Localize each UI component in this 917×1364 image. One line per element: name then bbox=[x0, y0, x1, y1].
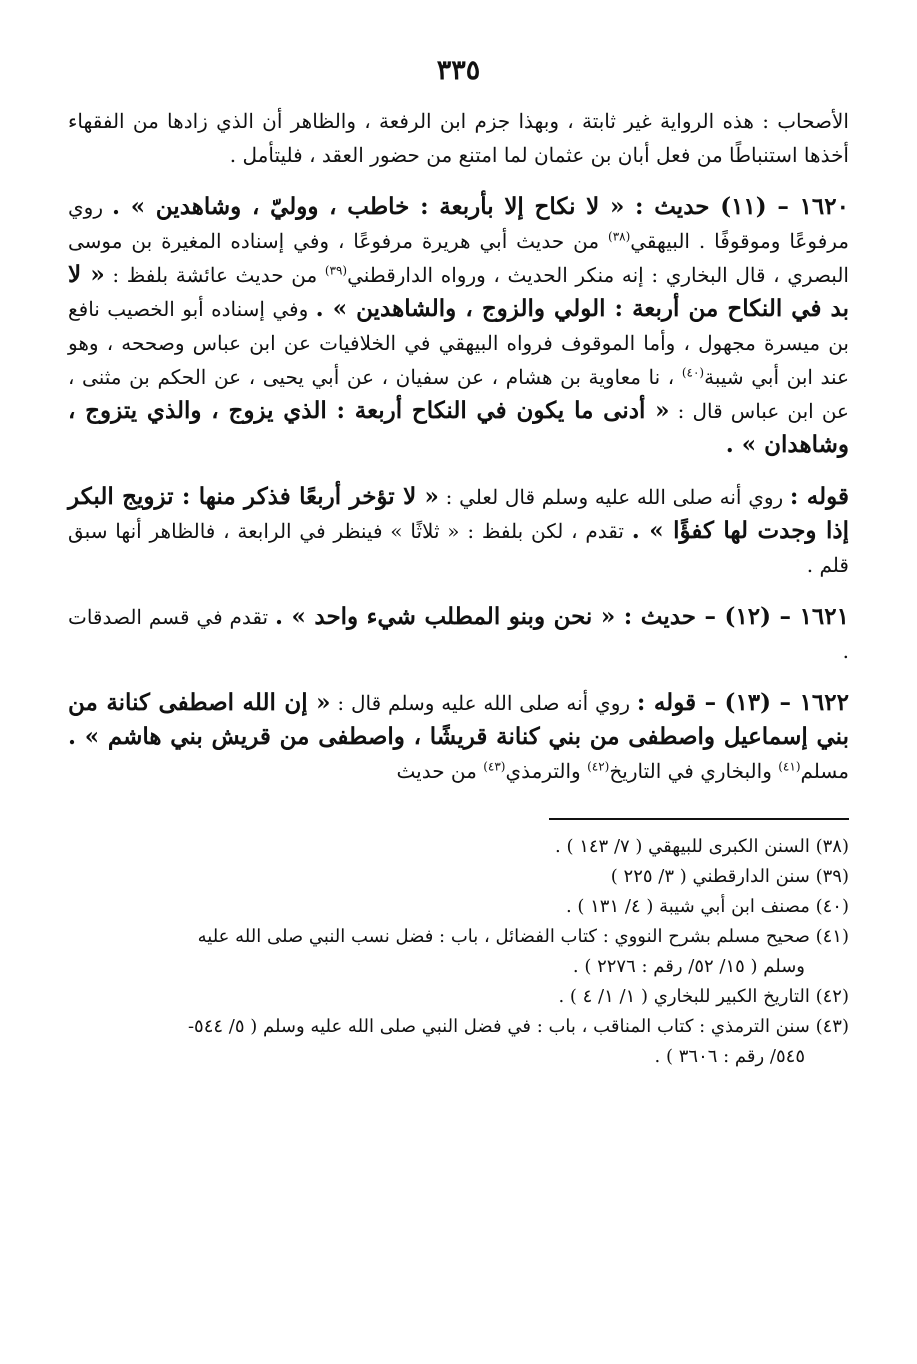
footnote-ref: (٤٠) bbox=[681, 365, 705, 380]
hadith-quote: « أدنى ما يكون في النكاح أربعة : الذي يزوج ، والذي يتزوج ، وشاهدان » . bbox=[68, 397, 849, 458]
footnote-43: (٤٣) سنن الترمذي : كتاب المناقب ، باب : في فضل النبي صلى الله عليه وسلم ( ٥/ ٥٤٤- bbox=[187, 1016, 849, 1037]
footnote-ref: (٤٣) bbox=[483, 759, 506, 774]
footnote-39: (٣٩) سنن الدارقطني ( ٣/ ٢٢٥ ) bbox=[610, 866, 849, 887]
paragraph-hadith-1621 bbox=[68, 600, 849, 668]
footnote-ref: (٤١) bbox=[778, 759, 801, 774]
paragraph-text: ، نا معاوية بن هشام ، عن سفيان ، عن أبي يحيى ، عن الحكم بن مثنى ، عن ابن عباس قال : bbox=[68, 365, 849, 423]
hadith-heading: ١٦٢٠ – (١١) حديث : « لا نكاح إلا بأربعة : خاطب ، ووليّ ، وشاهدين » . bbox=[112, 193, 849, 220]
paragraph-text: الأصحاب : هذه الرواية غير ثابتة ، وبهذا جزم ابن الرفعة ، والظاهر أن الذي زادها من الفقهاء أخذها استنباطًا من فعل أبان بن عثمان لما امتنع من حضور العقد ، فليتأمل . bbox=[68, 109, 849, 167]
page-number: ٣٣٥ bbox=[436, 55, 481, 86]
paragraph-continuation bbox=[68, 104, 849, 172]
footnote-43-continued: ٥٤٥/ رقم : ٣٦٠٦ ) . bbox=[654, 1046, 805, 1067]
footnote-40: (٤٠) مصنف ابن أبي شيبة ( ٤/ ١٣١ ) . bbox=[565, 896, 849, 917]
hadith-heading: ١٦٢٢ – (١٣) – قوله : bbox=[636, 689, 849, 716]
paragraph-text: مسلم bbox=[800, 759, 849, 783]
paragraph-hadith-1622 bbox=[68, 686, 849, 788]
footnote-41: (٤١) صحيح مسلم بشرح النووي : كتاب الفضائل ، باب : فضل نسب النبي صلى الله عليه bbox=[197, 926, 849, 947]
paragraph-text: تقدم في قسم الصدقات . bbox=[68, 605, 849, 663]
paragraph-text: روي مرفوعًا وموقوفًا . البيهقي bbox=[68, 195, 850, 253]
paragraph-text: روي أنه صلى الله عليه وسلم قال لعلي : bbox=[438, 485, 790, 509]
hadith-quote: « لا بد في النكاح من أربعة : الولي والزوج ، والشاهدين » . bbox=[68, 261, 850, 322]
paragraph-text: من حديث عائشة بلفظ : bbox=[104, 263, 325, 287]
footnote-42: (٤٢) التاريخ الكبير للبخاري ( ١/ ١/ ٤ ) . bbox=[558, 986, 849, 1007]
main-text bbox=[68, 104, 849, 788]
paragraph-qawluhu bbox=[68, 480, 849, 582]
paragraph-text: روي أنه صلى الله عليه وسلم قال : bbox=[330, 691, 637, 715]
paragraph-lead: قوله : bbox=[789, 483, 849, 510]
footnote-41-continued: وسلم ( ١٥/ ٥٢/ رقم : ٢٢٧٦ ) . bbox=[572, 956, 805, 977]
footnote-38: (٣٨) السنن الكبرى للبيهقي ( ٧/ ١٤٣ ) . bbox=[555, 836, 849, 857]
hadith-quote: « لا تؤخر أربعًا فذكر منها : تزويج البكر إذا وجدت لها كفؤًا » . bbox=[68, 483, 849, 544]
paragraph-hadith-1620 bbox=[68, 190, 849, 462]
hadith-quote: « إن الله اصطفى كنانة من بني إسماعيل واصطفى من بني كنانة قريشًا ، واصطفى من قريش بني هاشم » . bbox=[68, 689, 849, 750]
paragraph-text: والترمذي bbox=[505, 759, 588, 783]
footnote-ref: (٤٢) bbox=[587, 759, 610, 774]
paragraph-text: من حديث bbox=[396, 759, 484, 783]
footnotes bbox=[68, 832, 849, 1072]
paragraph-text: من حديث أبي هريرة مرفوعًا ، وفي إسناده المغيرة بن موسى البصري ، قال البخاري : إنه منكر الحديث ، ورواه الدارقطني bbox=[68, 229, 849, 287]
footnote-ref: (٣٩) bbox=[324, 263, 348, 278]
paragraph-text: تقدم ، لكن بلفظ : « ثلاثًا » فينظر في الرابعة ، فالظاهر أنها سبق قلم . bbox=[68, 519, 849, 577]
footnote-divider bbox=[549, 818, 849, 820]
hadith-heading: ١٦٢١ – (١٢) – حديث : « نحن وبنو المطلب شيء واحد » . bbox=[274, 603, 849, 630]
footnote-ref: (٣٨) bbox=[608, 229, 631, 244]
paragraph-text: وفي إسناده أبو الخصيب نافع بن ميسرة مجهول ، وأما الموقوف فرواه البيهقي في الخلافيات عن ابن عباس وصححه ، وهو عند ابن أبي شيبة bbox=[68, 297, 850, 389]
paragraph-text: والبخاري في التاريخ bbox=[609, 759, 779, 783]
